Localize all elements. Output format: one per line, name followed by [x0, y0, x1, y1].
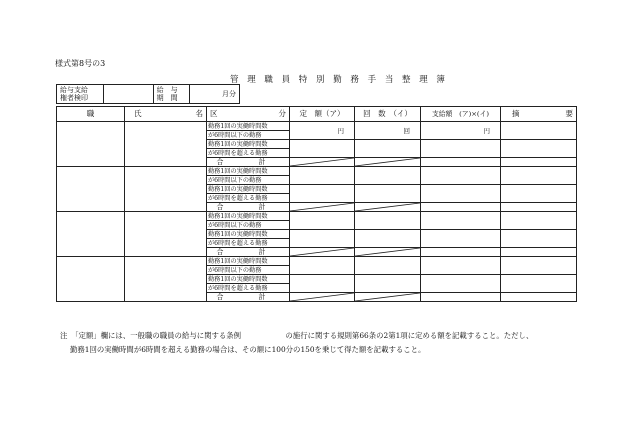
page-title: 管 理 職 員 特 別 勤 務 手 当 整 理 簿 — [230, 75, 448, 85]
group-row — [57, 212, 577, 221]
header-category: 区 分 — [207, 107, 290, 122]
count-cell[interactable] — [355, 230, 421, 248]
approver-seal-cell[interactable] — [103, 85, 153, 104]
remarks-cell[interactable] — [501, 158, 577, 167]
rate-total-slashed — [290, 158, 355, 167]
approval-table — [56, 84, 240, 104]
footnote-line-1: 注 「定額」欄には、一般職の職員の給与に関する条例 の施行に関する規則第66条の2第1項に定める額を記載すること。ただし、 — [60, 331, 534, 340]
remarks-cell[interactable] — [501, 140, 577, 158]
payment-cell[interactable] — [421, 140, 501, 158]
header-remarks: 摘 要 — [501, 107, 577, 122]
category-under6-cont: が6時間以下の勤務 — [207, 221, 290, 230]
group-row — [57, 167, 577, 176]
rate-total-slashed — [290, 248, 355, 257]
name-cell[interactable] — [125, 257, 207, 302]
form-number: 様式第8号の3 — [55, 59, 106, 68]
remarks-cell[interactable] — [501, 212, 577, 230]
header-post: 職 — [57, 107, 125, 122]
post-cell[interactable] — [57, 257, 125, 302]
remarks-cell[interactable] — [501, 275, 577, 293]
remarks-cell[interactable] — [501, 122, 577, 140]
post-cell[interactable] — [57, 122, 125, 167]
category-over6-cont: が6時間を超える勤務 — [207, 239, 290, 248]
month-unit: 月分 — [222, 90, 236, 98]
count-cell[interactable] — [355, 167, 421, 185]
category-over6: 勤務1回の実働時間数 — [207, 140, 290, 149]
rate-cell[interactable] — [290, 212, 355, 230]
count-cell[interactable] — [355, 257, 421, 275]
approver-label: 給与支給 権者検印 — [57, 85, 104, 104]
payment-cell[interactable] — [421, 212, 501, 230]
count-total-slashed — [355, 203, 421, 212]
category-over6-cont: が6時間を超える勤務 — [207, 284, 290, 293]
name-cell[interactable] — [125, 212, 207, 257]
category-under6: 勤務1回の実働時間数 — [207, 212, 290, 221]
count-cell[interactable] — [355, 212, 421, 230]
allowance-ledger-table — [56, 106, 577, 302]
payment-cell[interactable]: 円 — [421, 122, 501, 140]
payment-total-cell[interactable] — [421, 203, 501, 212]
period-label: 給 与 期 間 — [153, 85, 189, 104]
remarks-cell[interactable] — [501, 257, 577, 275]
count-total-slashed — [355, 248, 421, 257]
group-row — [57, 257, 577, 266]
category-under6-cont: が6時間以下の勤務 — [207, 131, 290, 140]
category-under6: 勤務1回の実働時間数 — [207, 167, 290, 176]
remarks-cell[interactable] — [501, 167, 577, 185]
payment-cell[interactable] — [421, 167, 501, 185]
payment-total-cell[interactable] — [421, 293, 501, 302]
payment-cell[interactable] — [421, 275, 501, 293]
category-over6: 勤務1回の実働時間数 — [207, 275, 290, 284]
footnote-line-2: 勤務1回の実働時間が6時間を超える勤務の場合は、その額に100分の150を乗じて得た額を記載すること。 — [70, 345, 426, 354]
header-count: 回 数 （イ） — [355, 107, 421, 122]
rate-cell[interactable]: 円 — [290, 122, 355, 140]
rate-cell[interactable] — [290, 275, 355, 293]
rate-total-slashed — [290, 203, 355, 212]
category-total: 合 計 — [207, 158, 290, 167]
header-payment: 支給額 (ア)×(イ) — [421, 107, 501, 122]
post-cell[interactable] — [57, 212, 125, 257]
payment-cell[interactable] — [421, 185, 501, 203]
payment-total-cell[interactable] — [421, 248, 501, 257]
header-row — [57, 107, 577, 122]
category-total: 合 計 — [207, 293, 290, 302]
name-cell[interactable] — [125, 122, 207, 167]
category-total: 合 計 — [207, 203, 290, 212]
payment-total-cell[interactable] — [421, 158, 501, 167]
rate-cell[interactable] — [290, 230, 355, 248]
remarks-cell[interactable] — [501, 230, 577, 248]
category-under6: 勤務1回の実働時間数 — [207, 122, 290, 131]
count-cell[interactable]: 回 — [355, 122, 421, 140]
footnote — [60, 329, 590, 357]
category-over6: 勤務1回の実働時間数 — [207, 185, 290, 194]
group-row — [57, 122, 577, 131]
category-over6: 勤務1回の実働時間数 — [207, 230, 290, 239]
header-name: 氏 名 — [125, 107, 207, 122]
remarks-cell[interactable] — [501, 203, 577, 212]
post-cell[interactable] — [57, 167, 125, 212]
count-cell[interactable] — [355, 275, 421, 293]
count-total-slashed — [355, 158, 421, 167]
category-over6-cont: が6時間を超える勤務 — [207, 149, 290, 158]
rate-cell[interactable] — [290, 185, 355, 203]
rate-cell[interactable] — [290, 257, 355, 275]
category-under6-cont: が6時間以下の勤務 — [207, 266, 290, 275]
remarks-cell[interactable] — [501, 293, 577, 302]
category-under6: 勤務1回の実働時間数 — [207, 257, 290, 266]
period-value-cell[interactable] — [189, 85, 239, 104]
remarks-cell[interactable] — [501, 248, 577, 257]
name-cell[interactable] — [125, 167, 207, 212]
rate-total-slashed — [290, 293, 355, 302]
rate-cell[interactable] — [290, 140, 355, 158]
category-total: 合 計 — [207, 248, 290, 257]
payment-cell[interactable] — [421, 230, 501, 248]
header-rate: 定 額（ア） — [290, 107, 355, 122]
count-cell[interactable] — [355, 185, 421, 203]
remarks-cell[interactable] — [501, 185, 577, 203]
rate-cell[interactable] — [290, 167, 355, 185]
category-under6-cont: が6時間以下の勤務 — [207, 176, 290, 185]
category-over6-cont: が6時間を超える勤務 — [207, 194, 290, 203]
count-total-slashed — [355, 293, 421, 302]
payment-cell[interactable] — [421, 257, 501, 275]
count-cell[interactable] — [355, 140, 421, 158]
